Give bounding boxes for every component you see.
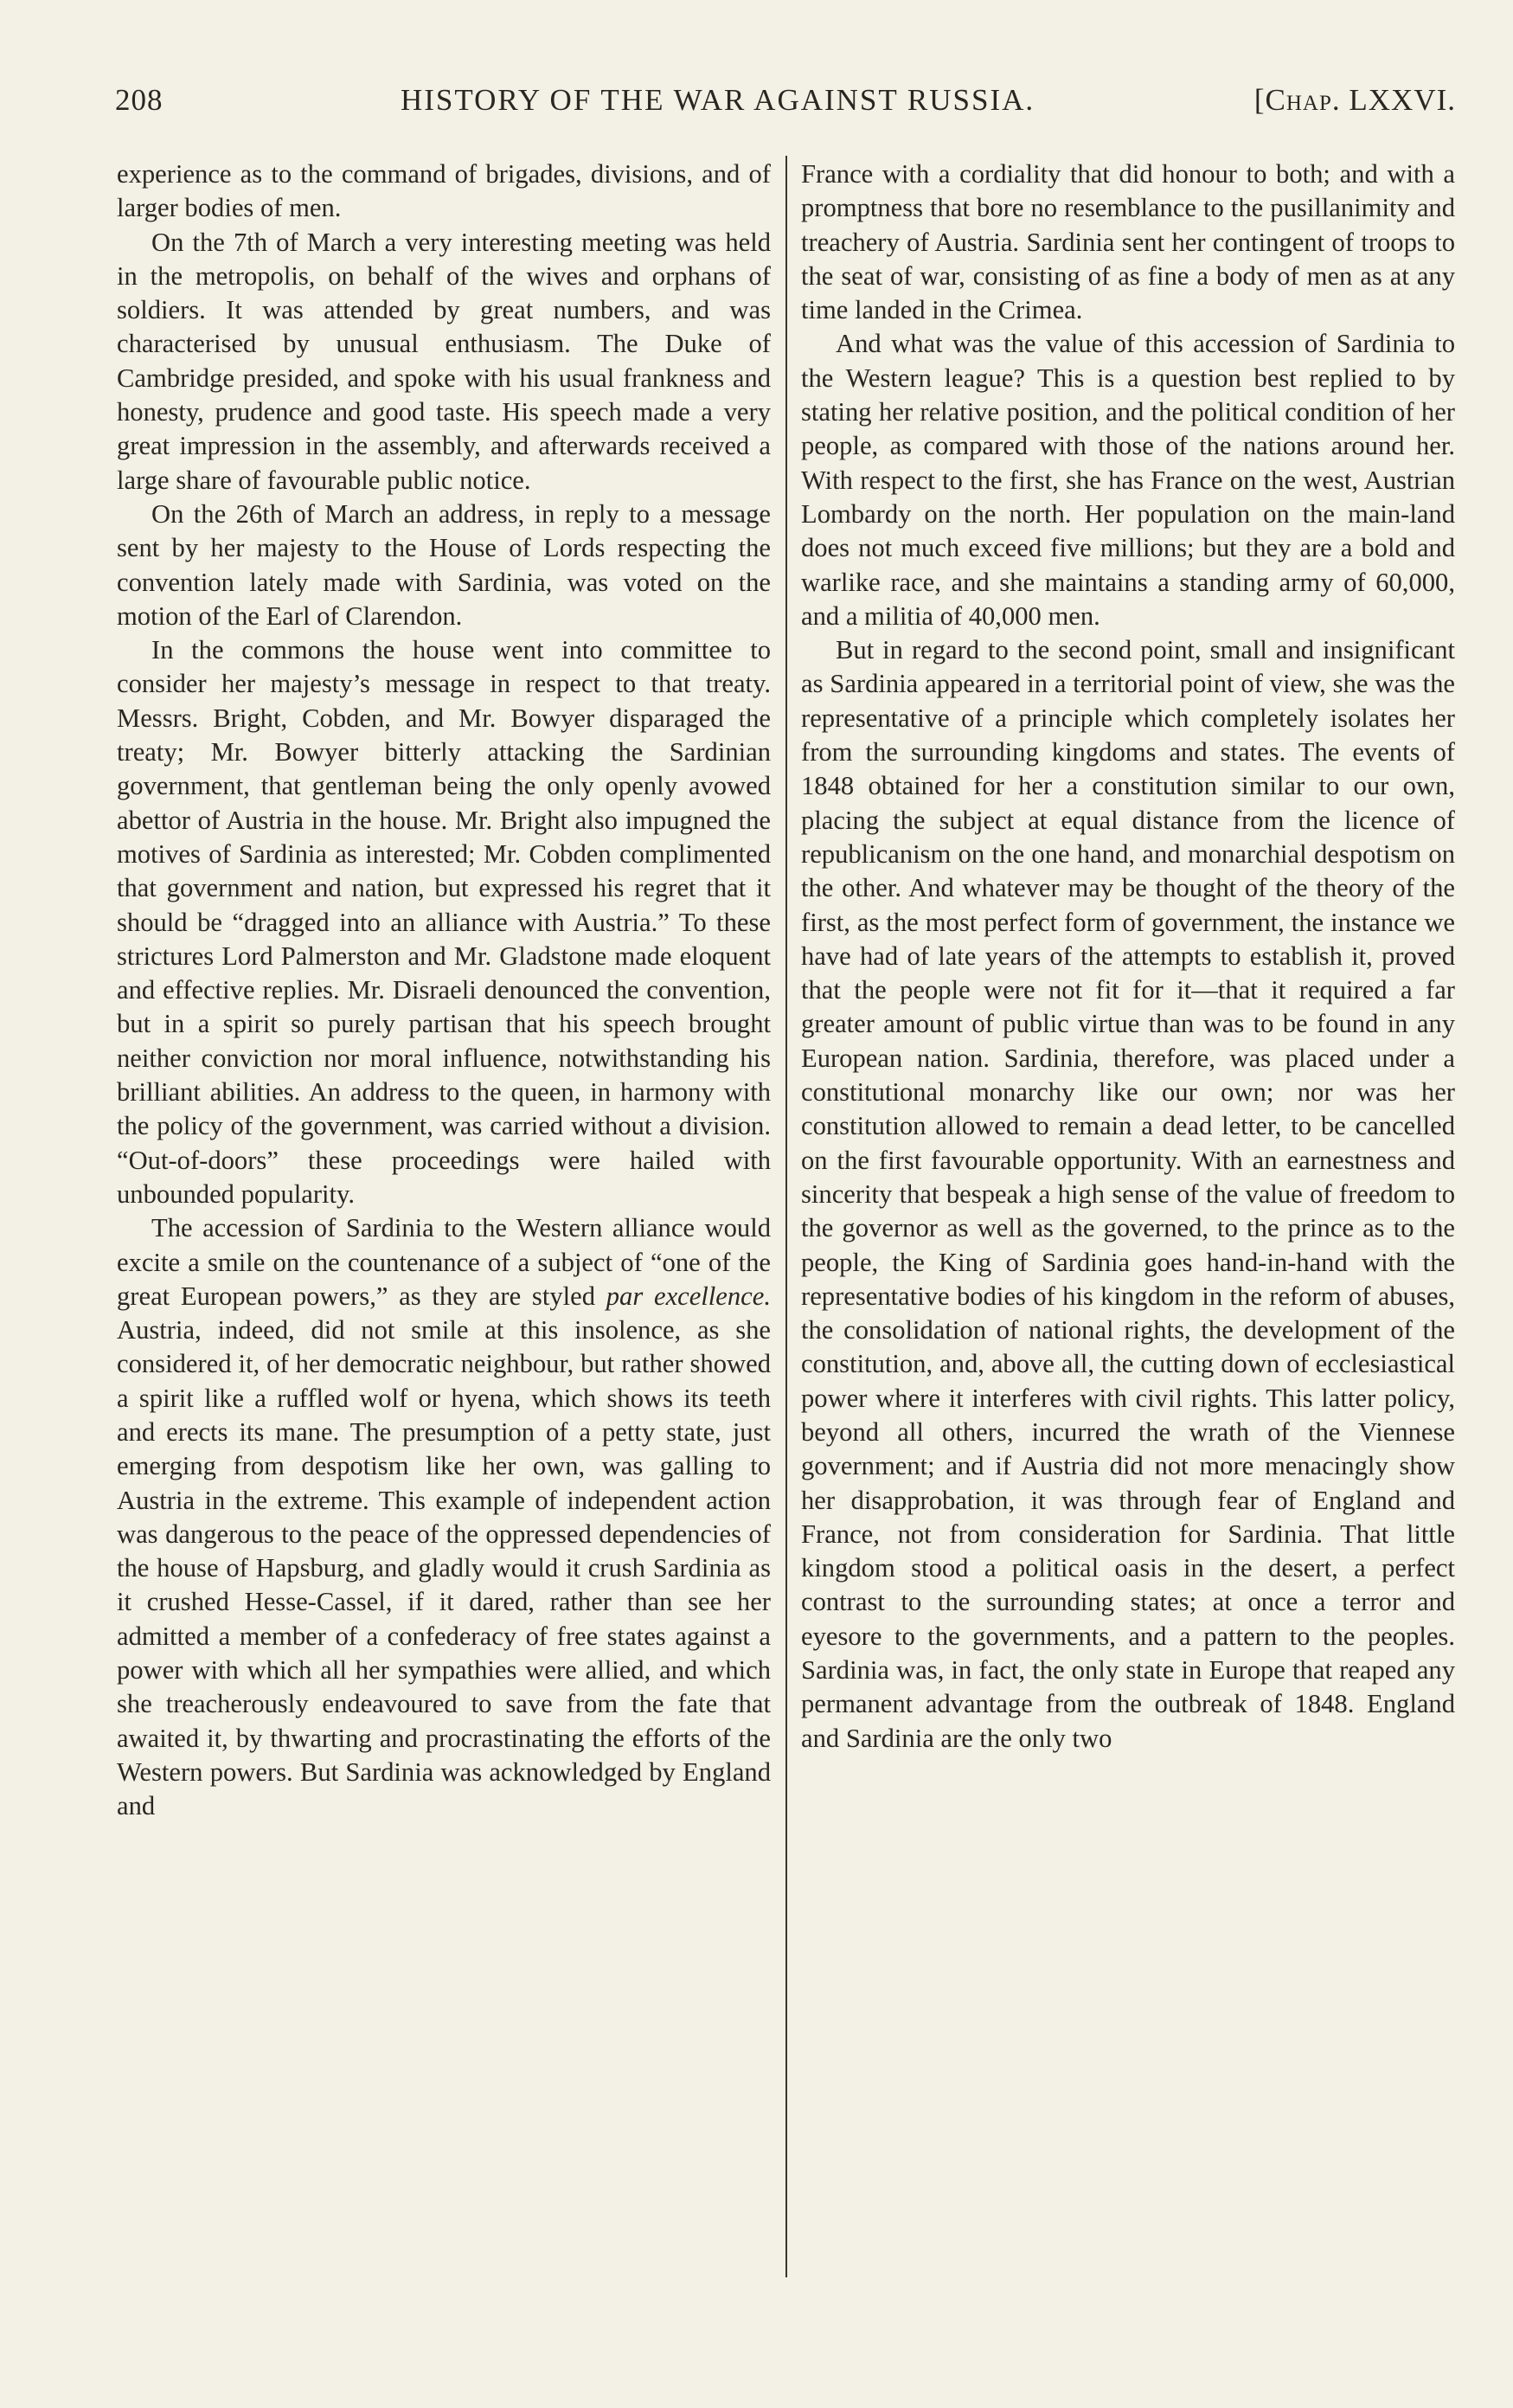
text-run: The accession of Sardinia to the Western alliance would excite a smile on the countenance of a subject of “one of the great European powers,” as they are styled [117, 1213, 771, 1311]
paragraph: experience as to the command of brigades, divisions, and of larger bodies of men. [117, 159, 771, 223]
page-number: 208 [115, 83, 163, 117]
column-divider [785, 156, 787, 2277]
chapter-label: [Chap. LXXVI. [1253, 83, 1456, 117]
paragraph: And what was the value of this accession of Sardinia to the Western league? This is a question best replied to by stating her relative position, and the political condition of her people, as compared with those of the nations around her. With respect to the first, she has France on the west, Austrian Lombardy on the north. Her population on the main-land does not much exceed five millions; but they are a bold and warlike race, and she maintains a standing army of 60,000, and a militia of 40,000 men. [801, 329, 1455, 631]
text-run: Austria, indeed, did not smile at this insolence, as she considered it, of her democratic neighbour, but rather showed a spirit like a ruffled wolf or hyena, which shows its teeth and erects its mane. The presumption of a petty state, just emerging from despotism like her own, was galling to Austria in the extreme. This example of independent action was dangerous to the peace of the oppressed dependencies of the house of Hapsburg, and gladly would it crush Sardinia as it crushed Hesse-Cassel, if it dared, rather than see her admitted a member of a confederacy of free states against a power with which all her sympathies were allied, and which she treacherously endeavoured to save from the fate that awaited it, by thwarting and procrastinating the efforts of the Western powers. But Sardinia was acknowledged by England and [117, 1315, 771, 1821]
paragraph: France with a cordiality that did honour to both; and with a promptness that bore no resemblance to the pusillanimity and treachery of Austria. Sardinia sent her contingent of troops to the seat of war, consisting of as fine a body of men as at any time landed in the Crimea. [801, 159, 1455, 325]
paragraph: In the commons the house went into committee to consider her majesty’s message in respect to that treaty. Messrs. Bright, Cobden, and Mr. Bowyer disparaged the treaty; Mr. Bowyer bitterly attacking the Sardinian government, that gentleman being the only openly avowed abettor of Austria in the house. Mr. Bright also impugned the motives of Sardinia as interested; Mr. Cobden complimented that government and nation, but expressed his regret that it should be “dragged into an alliance with Austria.” To these strictures Lord Palmerston and Mr. Gladstone made eloquent and effective replies. Mr. Disraeli denounced the convention, but in a spirit so purely partisan that his speech brought neither conviction nor moral influence, notwithstanding his brilliant abilities. An address to the queen, in harmony with the policy of the government, was carried without a division. “Out-of-doors” these proceedings were hailed with unbounded popularity. [117, 635, 771, 1209]
italic-phrase: par excellence. [606, 1281, 771, 1311]
left-column [117, 157, 771, 1824]
paragraph: On the 7th of March a very interesting meeting was held in the metropolis, on behalf of the wives and orphans of soldiers. It was attended by great numbers, and was characterised by unusual enthusiasm. The Duke of Cambridge presided, and spoke with his usual frankness and honesty, prudence and good taste. His speech made a very great impression in the assembly, and afterwards received a large share of favourable public notice. [117, 227, 771, 495]
running-header [115, 83, 1456, 130]
paragraph: But in regard to the second point, small and insignificant as Sardinia appeared in a territorial point of view, she was the representative of a principle which completely isolates her from the surrounding kingdoms and states. The events of 1848 obtained for her a constitution similar to our own, placing the subject at equal distance from the licence of republicanism on the one hand, and monarchial despotism on the other. And whatever may be thought of the theory of the first, as the most perfect form of government, the instance we have had of late years of the attempts to establish it, proved that the people were not fit for it—that it required a far greater amount of public virtue than was to be found in any European nation. Sardinia, therefore, was placed under a constitutional monarchy like our own; nor was her constitution allowed to remain a dead letter, to be cancelled on the first favourable opportunity. With an earnestness and sincerity that bespeak a high sense of the value of freedom to the governor as well as the governed, to the prince as to the people, the King of Sardinia goes hand-in-hand with the representative bodies of his kingdom in the reform of abuses, the consolidation of national rights, the development of the constitution, and, above all, the cutting down of ecclesiastical power where it interferes with civil rights. This latter policy, beyond all others, incurred the wrath of the Viennese government; and if Austria did not more menacingly show her disapprobation, it was through fear of England and France, not from consideration for Sardinia. That little kingdom stood a political oasis in the desert, a perfect contrast to the surrounding states; at once a terror and eyesore to the governments, and a pattern to the peoples. Sardinia was, in fact, the only state in Europe that reaped any permanent advantage from the outbreak of 1848. England and Sardinia are the only two [801, 635, 1455, 1753]
right-column [801, 157, 1455, 1756]
paragraph [117, 1211, 771, 1823]
running-title: HISTORY OF THE WAR AGAINST RUSSIA. [401, 83, 1035, 117]
paragraph: On the 26th of March an address, in reply to a message sent by her majesty to the House of Lords respecting the convention lately made with Sardinia, was voted on the motion of the Earl of Clarendon. [117, 498, 771, 631]
